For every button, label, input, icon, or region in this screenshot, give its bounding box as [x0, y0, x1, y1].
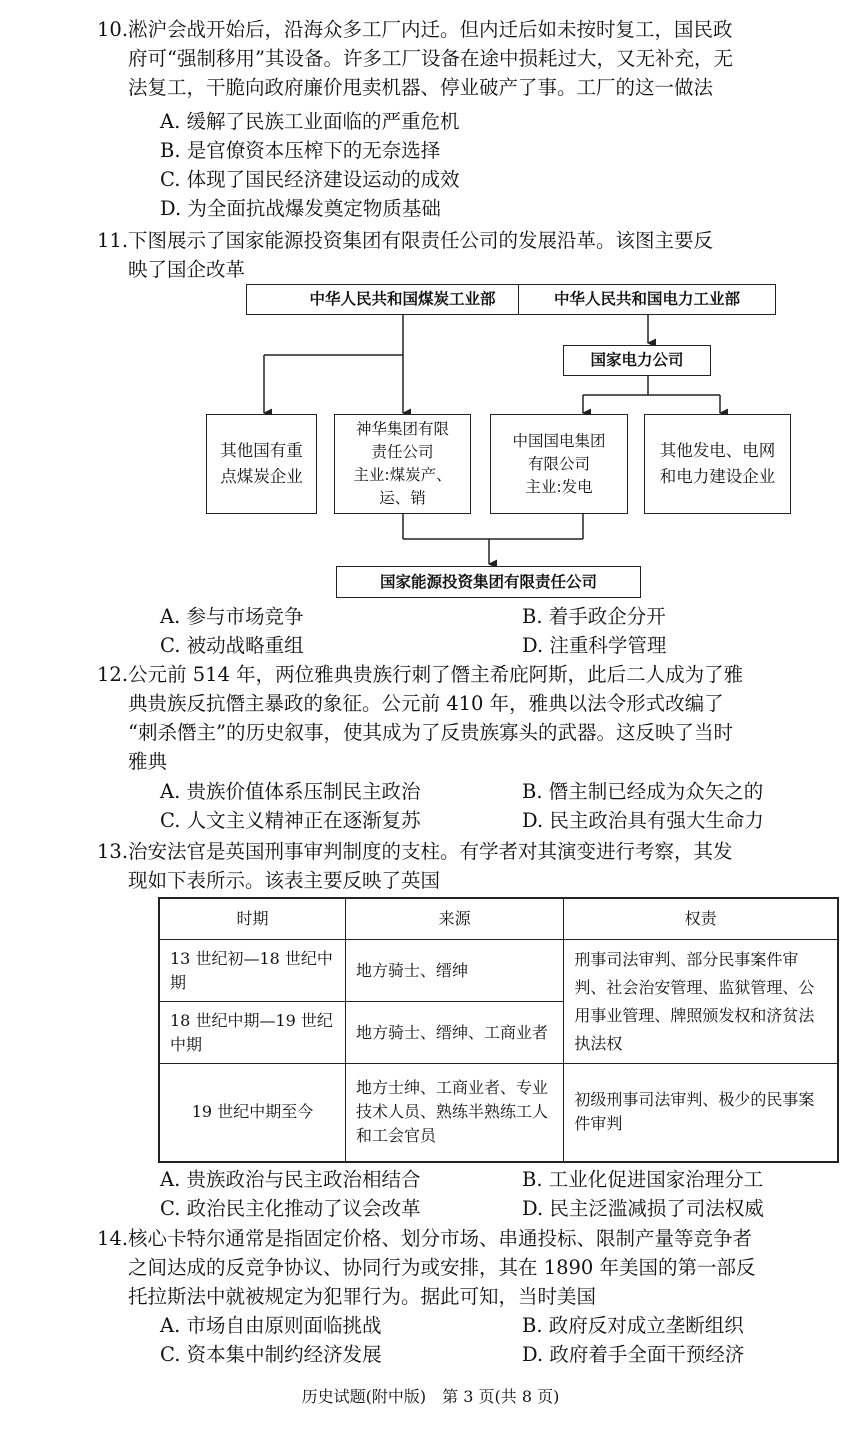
option-a[interactable]: A. 缓解了民族工业面临的严重危机: [160, 110, 460, 133]
stem-line: “刺杀僭主”的历史叙事，使其成为了反贵族寡头的武器。这反映了当时: [128, 721, 733, 744]
table-header-row: [159, 898, 838, 940]
box-shenhua: [334, 414, 471, 514]
box-other-coal: [206, 414, 317, 514]
box-label: 国家电力公司: [590, 351, 684, 369]
box-line: 有限公司: [527, 454, 590, 473]
magistrate-table: [158, 897, 839, 1163]
option-d[interactable]: D. 注重科学管理: [522, 634, 667, 657]
table-cell-merged: 刑事司法审判、部分民事案件审判、社会治安管理、监狱管理、公用事业管理、牌照颁发权和济贫法执法权: [564, 940, 838, 1064]
option-c[interactable]: C. 体现了国民经济建设运动的成效: [160, 168, 460, 191]
question-number: 14.: [97, 1227, 129, 1250]
option-a[interactable]: A. 市场自由原则面临挑战: [160, 1314, 382, 1337]
box-state-power: [563, 345, 711, 376]
question-number: 11.: [97, 229, 129, 252]
table-cell: 18 世纪中期—19 世纪中期: [159, 1002, 345, 1064]
box-line: 其他发电、电网: [659, 441, 776, 460]
stem-line: 公元前 514 年，两位雅典贵族行刺了僭主希庇阿斯，此后二人成为了雅: [128, 663, 744, 686]
question-number: 10.: [97, 18, 129, 41]
table-header: 时期: [159, 898, 345, 940]
table-cell: 地方士绅、工商业者、专业技术人员、熟练半熟练工人和工会官员: [345, 1064, 563, 1162]
table-header: 来源: [345, 898, 563, 940]
stem-line: 现如下表所示。该表主要反映了英国: [128, 869, 441, 892]
option-b[interactable]: B. 政府反对成立垄断组织: [522, 1314, 744, 1337]
box-power-ministry: [518, 284, 776, 315]
box-line: 神华集团有限: [355, 420, 449, 438]
option-d[interactable]: D. 民主泛滥减损了司法权威: [522, 1197, 764, 1220]
table-cell: 地方骑士、缙绅、工商业者: [345, 1002, 563, 1064]
option-b[interactable]: B. 是官僚资本压榨下的无奈选择: [160, 139, 441, 162]
option-d[interactable]: D. 政府着手全面干预经济: [522, 1343, 745, 1366]
question-number: 12.: [97, 663, 129, 686]
box-line: 点煤炭企业: [220, 467, 303, 486]
option-a[interactable]: A. 参与市场竞争: [160, 605, 304, 628]
stem-line: 映了国企改革: [128, 258, 246, 281]
table-row: [159, 1064, 838, 1162]
stem-line: 核心卡特尔通常是指固定价格、划分市场、串通投标、限制产量等竞争者: [128, 1227, 753, 1250]
question-14: [97, 1224, 840, 1311]
box-other-power: [644, 414, 791, 514]
box-line: 责任公司: [371, 443, 434, 461]
option-d[interactable]: D. 为全面抗战爆发奠定物质基础: [160, 197, 441, 220]
stem-line: 治安法官是英国刑事审判制度的支柱。有学者对其演变进行考察，其发: [128, 840, 733, 863]
table-cell: 初级刑事司法审判、极少的民事案件审判: [564, 1064, 838, 1162]
option-b[interactable]: B. 着手政企分开: [522, 605, 666, 628]
box-coal-ministry: [246, 284, 559, 315]
option-b[interactable]: B. 工业化促进国家治理分工: [522, 1168, 764, 1191]
option-c[interactable]: C. 人文主义精神正在逐渐复苏: [160, 809, 421, 832]
option-c[interactable]: C. 资本集中制约经济发展: [160, 1343, 382, 1366]
stem-line: 之间达成的反竞争协议、协同行为或安排，其在 1890 年美国的第一部反: [128, 1256, 756, 1279]
table-row: [159, 940, 838, 1002]
stem-line: 府可“强制移用”其设备。许多工厂设备在途中损耗过大，又无补充，无: [128, 47, 733, 70]
option-c[interactable]: C. 政治民主化推动了议会改革: [160, 1197, 421, 1220]
stem-line: 下图展示了国家能源投资集团有限责任公司的发展沿革。该图主要反: [128, 229, 714, 252]
box-line: 主业:发电: [525, 477, 593, 496]
option-a[interactable]: A. 贵族价值体系压制民主政治: [160, 780, 421, 803]
question-12: [97, 660, 840, 776]
box-label: 中华人民共和国煤炭工业部: [309, 290, 496, 308]
box-line: 主业:煤炭产、: [353, 466, 452, 484]
stem-line: 淞沪会战开始后，沿海众多工厂内迁。但内迁后如未按时复工，国民政: [128, 18, 733, 41]
box-label: 中华人民共和国电力工业部: [553, 290, 740, 308]
table-cell: 19 世纪中期至今: [159, 1064, 345, 1162]
option-b[interactable]: B. 僭主制已经成为众矢之的: [522, 780, 764, 803]
box-label: 国家能源投资集团有限责任公司: [379, 572, 597, 591]
stem-line: 托拉斯法中就被规定为犯罪行为。据此可知，当时美国: [128, 1285, 597, 1308]
box-guodian: [490, 414, 628, 514]
box-line: 中国国电集团: [512, 431, 606, 450]
question-13: [97, 837, 840, 895]
table-cell: 地方骑士、缙绅: [345, 940, 563, 1002]
stem-line: 典贵族反抗僭主暴政的象征。公元前 410 年，雅典以法令形式改编了: [128, 692, 724, 715]
box-line: 其他国有重: [220, 441, 303, 460]
box-line: 运、销: [379, 489, 426, 507]
option-d[interactable]: D. 民主政治具有强大生命力: [522, 809, 764, 832]
stem-line: 雅典: [128, 750, 168, 773]
page-footer: 历史试题(附中版) 第 3 页(共 8 页): [301, 1387, 560, 1406]
box-energy-group: [336, 566, 641, 598]
box-line: 和电力建设企业: [659, 467, 776, 486]
table-header: 权责: [564, 898, 838, 940]
option-c[interactable]: C. 被动战略重组: [160, 634, 304, 657]
question-number: 13.: [97, 840, 129, 863]
option-a[interactable]: A. 贵族政治与民主政治相结合: [160, 1168, 421, 1191]
stem-line: 法复工，干脆向政府廉价甩卖机器、停业破产了事。工厂的这一做法: [128, 76, 714, 99]
table-cell: 13 世纪初—18 世纪中期: [159, 940, 345, 1002]
